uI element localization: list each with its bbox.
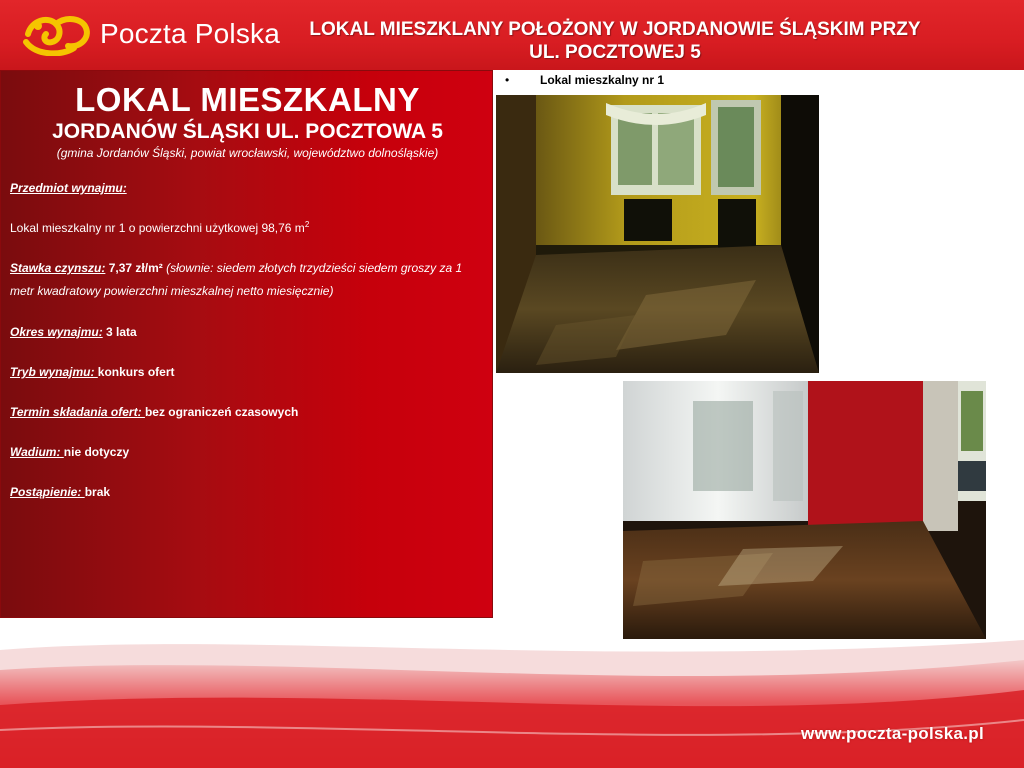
deposit-row xyxy=(10,441,488,464)
bullet-icon: • xyxy=(505,73,510,87)
subject-row xyxy=(10,177,488,200)
rate-value: 7,37 zł/m² xyxy=(105,261,163,275)
post-horn-icon xyxy=(22,12,92,56)
page-title-line1: LOKAL MIESZKLANY POŁOŻONY W JORDANOWIE ŚLĄSKIM PRZY xyxy=(309,19,921,40)
footer-url: www.poczta-polska.pl xyxy=(801,724,984,743)
progress-row xyxy=(10,481,488,504)
footer-swoosh xyxy=(0,610,1024,768)
rate-label: Stawka czynszu: xyxy=(10,261,106,275)
brand-name: Poczta Polska xyxy=(100,18,281,49)
deadline-row xyxy=(10,401,488,424)
subject-text-row xyxy=(10,217,488,240)
deposit-label: Wadium: xyxy=(10,445,64,459)
deadline-label: Termin składania ofert: xyxy=(10,405,145,419)
photo-caption xyxy=(505,73,664,87)
rate-note: (słownie: siedem złotych trzydzieści siedem groszy za 1 metr kwadratowy powierzchni mieszkalnej netto miesięcznie) xyxy=(10,261,463,298)
panel-subheading: JORDANÓW ŚLĄSKI UL. POCZTOWA 5 xyxy=(52,120,443,143)
progress-label: Postąpienie: xyxy=(10,485,85,499)
subject-text: Lokal mieszkalny nr 1 o powierzchni użytkowej 98,76 m xyxy=(10,221,305,235)
deposit-value: nie dotyczy xyxy=(63,445,130,459)
rate-row xyxy=(10,257,488,303)
room-photo-2 xyxy=(623,381,986,639)
period-value: 3 lata xyxy=(102,325,137,339)
period-row xyxy=(10,321,488,344)
header-bar xyxy=(0,0,1024,70)
room-photo-2-image xyxy=(623,381,986,639)
page-title-line2: UL. POCZTOWEJ 5 xyxy=(529,42,701,63)
subject-sup: 2 xyxy=(304,220,310,229)
caption-text: Lokal mieszkalny nr 1 xyxy=(540,73,665,87)
progress-value: brak xyxy=(84,485,111,499)
period-label: Okres wynajmu: xyxy=(10,325,103,339)
mode-value: konkurs ofert xyxy=(97,365,175,379)
brand-logo xyxy=(22,10,280,58)
info-panel xyxy=(0,70,493,618)
mode-row xyxy=(10,361,488,384)
panel-heading: LOKAL MIESZKALNY xyxy=(75,81,420,118)
deadline-value: bez ograniczeń czasowych xyxy=(144,405,299,419)
room-photo-1-image xyxy=(496,95,819,373)
location-note: (gmina Jordanów Śląski, powiat wrocławski, województwo dolnośląskie) xyxy=(56,146,439,160)
room-photo-1 xyxy=(496,95,819,373)
page-title xyxy=(270,18,960,64)
subject-label: Przedmiot wynajmu: xyxy=(10,181,127,195)
mode-label: Tryb wynajmu: xyxy=(10,365,98,379)
